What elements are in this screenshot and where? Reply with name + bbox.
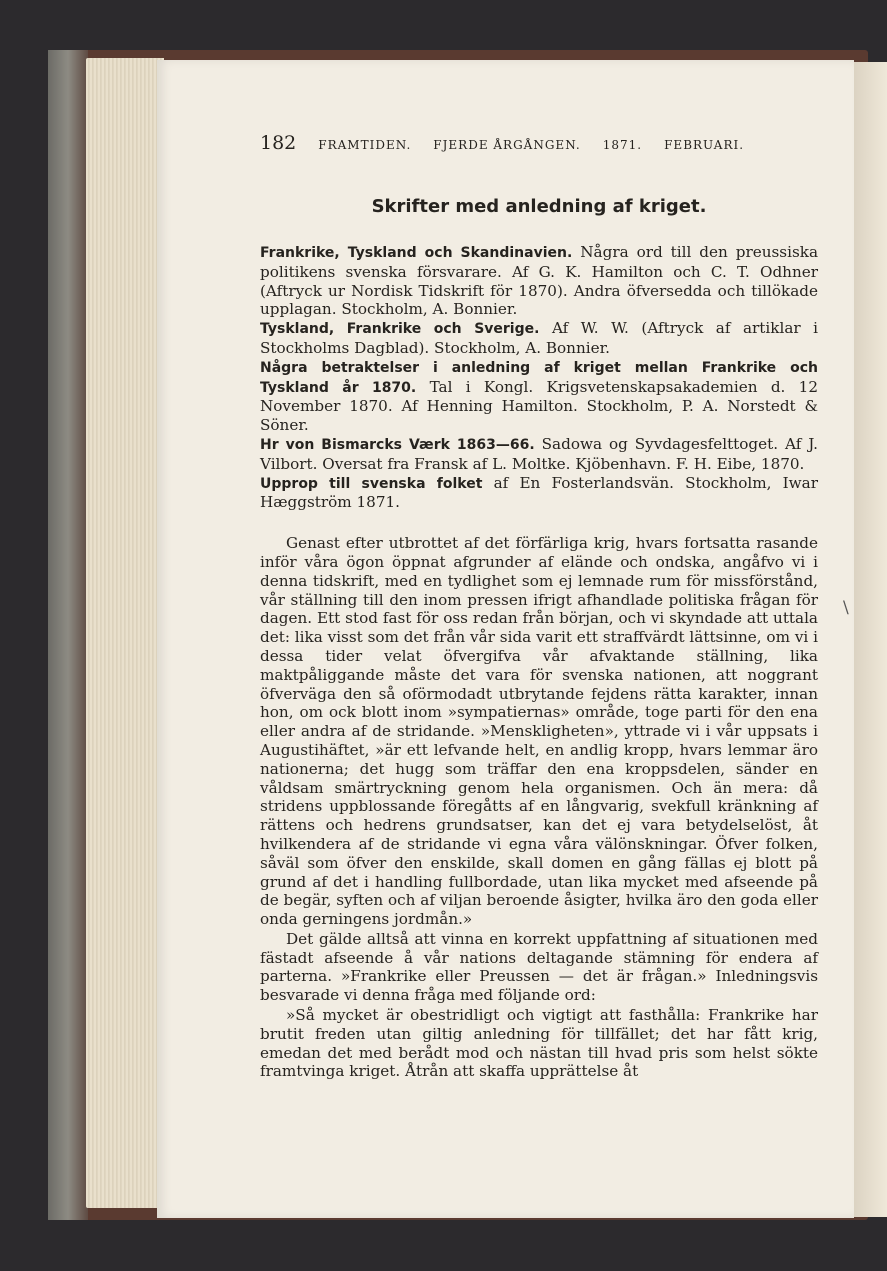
book-page [157, 60, 854, 1218]
journal-name: FRAMTIDEN. [318, 138, 412, 152]
year-label: 1871. [602, 138, 643, 152]
article-body [260, 534, 818, 1081]
section-title: Skrifter med anledning af kriget. [371, 196, 707, 217]
entry-text: Några ord till den preussiska politikens svenska försvarare. Af G. K. Hamilton och C. T. Odhner (Aftryck ur Nordisk Tidskrift för 1870). Andra öfversedda och tillökade upplagan. Stockholm, A. Bonnier. [260, 243, 818, 319]
volume-label: FJERDE ÅRGÅNGEN. [433, 138, 581, 152]
bibliography-list [260, 243, 818, 512]
margin-mark: \ [843, 598, 849, 618]
page-content [260, 132, 818, 1081]
book-spine-edge [48, 50, 88, 1220]
page-stack-edge [86, 58, 164, 1208]
bibliography-entry [260, 243, 818, 319]
page-number: 182 [260, 132, 297, 154]
entry-text: af En Fosterlandsvän. Stockholm, Iwar Hæggström 1871. [260, 473, 818, 512]
entry-text: Af W. W. (Aftryck af artiklar i Stockholms Dagblad). Stockholm, A. Bonnier. [260, 319, 819, 357]
bibliography-entry [260, 319, 818, 358]
running-head [260, 132, 818, 162]
bibliography-entry [260, 474, 818, 513]
bibliography-entry [260, 358, 818, 435]
entry-heading: Frankrike, Tyskland och Skandinavien. [260, 245, 573, 261]
entry-text: Tal i Kongl. Krigsvetenskapsakademien d. 12 November 1870. Af Henning Hamilton. Stockholm, P. A. Norstedt & Söner. [260, 377, 819, 435]
body-paragraph: Det gälde alltså att vinna en korrekt uppfattning af situationen med fästadt afseende å vår nations deltagande stämning för endera af parterna. »Frankrike eller Preussen — det är frågan.» Inledningsvis besvarade vi denna fråga med följande ord: [260, 929, 818, 1005]
month-label: FEBRUARI. [664, 138, 745, 152]
entry-heading: Några betraktelser i anledning af kriget mellan Frankrike och Tyskland år 1870. [260, 359, 818, 396]
entry-heading: Tyskland, Frankrike och Sverige. [260, 321, 540, 338]
body-paragraph: Genast efter utbrottet af det förfärliga krig, hvars fortsatta rasande inför våra ögon öppnat afgrunder af elände och ondska, angåfvo vi i denna tidskrift, med en tydlighet som ej lemnade rum för missförstånd, vår ställning till den inom pressen ifrigt afhandlade politiska frågan för dagen. Ett stod fast för oss redan från början, och vi skyndade att uttala det: lika visst som det från vår sida varit ett straffvärdt lättsinne, om vi i dessa tider velat öfvergifva vår afvaktande ställning, lika maktpåliggande måste det vara för svenska nationen, att noggrant öfverväga den så oförmodadt utbrytande fejdens rätta karakter, innan hon, om ock blott inom »sympatiernas» område, toge parti för den ena eller andra af de stridande. »Menskligheten», yttrade vi i vår uppsats i Augustihäftet, »är ett lefvande helt, en andlig kropp, hvars lemmar äro nationerna; det hugg som träffar den ena kroppsdelen, sänder en våldsam smärtryckning genom hela organismen. Och än mera: då stridens uppblossande föregåtts af en långvarig, svekfull kränkning af rättens och hedrens grundsatser, kan det ej vara betydelselöst, åt hvilkendera af de stridande vi egna våra välönskningar. Öfver folken, såväl som öfver den enskilde, skall domen en gång fällas ej blott på grund af det i handling fullbordade, utan lika mycket med afseende på de begär, syften och af viljan beroende åsigter, hvilka äro den goda eller onda gerningens jordmån.» [260, 534, 818, 929]
entry-heading: Upprop till svenska folket [260, 475, 483, 492]
entry-heading: Hr von Bismarcks Værk 1863—66. [260, 436, 535, 453]
body-paragraph: »Så mycket är obestridligt och vigtigt att fasthålla: Frankrike har brutit freden utan giltig anledning för tillfället; det har fått krig, emedan det med berådt mod och nästan till hvad pris som helst sökte framtvinga kriget. Åtrån att skaffa upprättelse åt [260, 1006, 818, 1081]
bibliography-entry [260, 435, 818, 474]
entry-text: Sadowa og Syvdagesfelttoget. Af J. Vilbort. Oversat fra Fransk af L. Moltke. Kjöbenhavn. F. H. Eibe, 1870. [260, 434, 819, 473]
